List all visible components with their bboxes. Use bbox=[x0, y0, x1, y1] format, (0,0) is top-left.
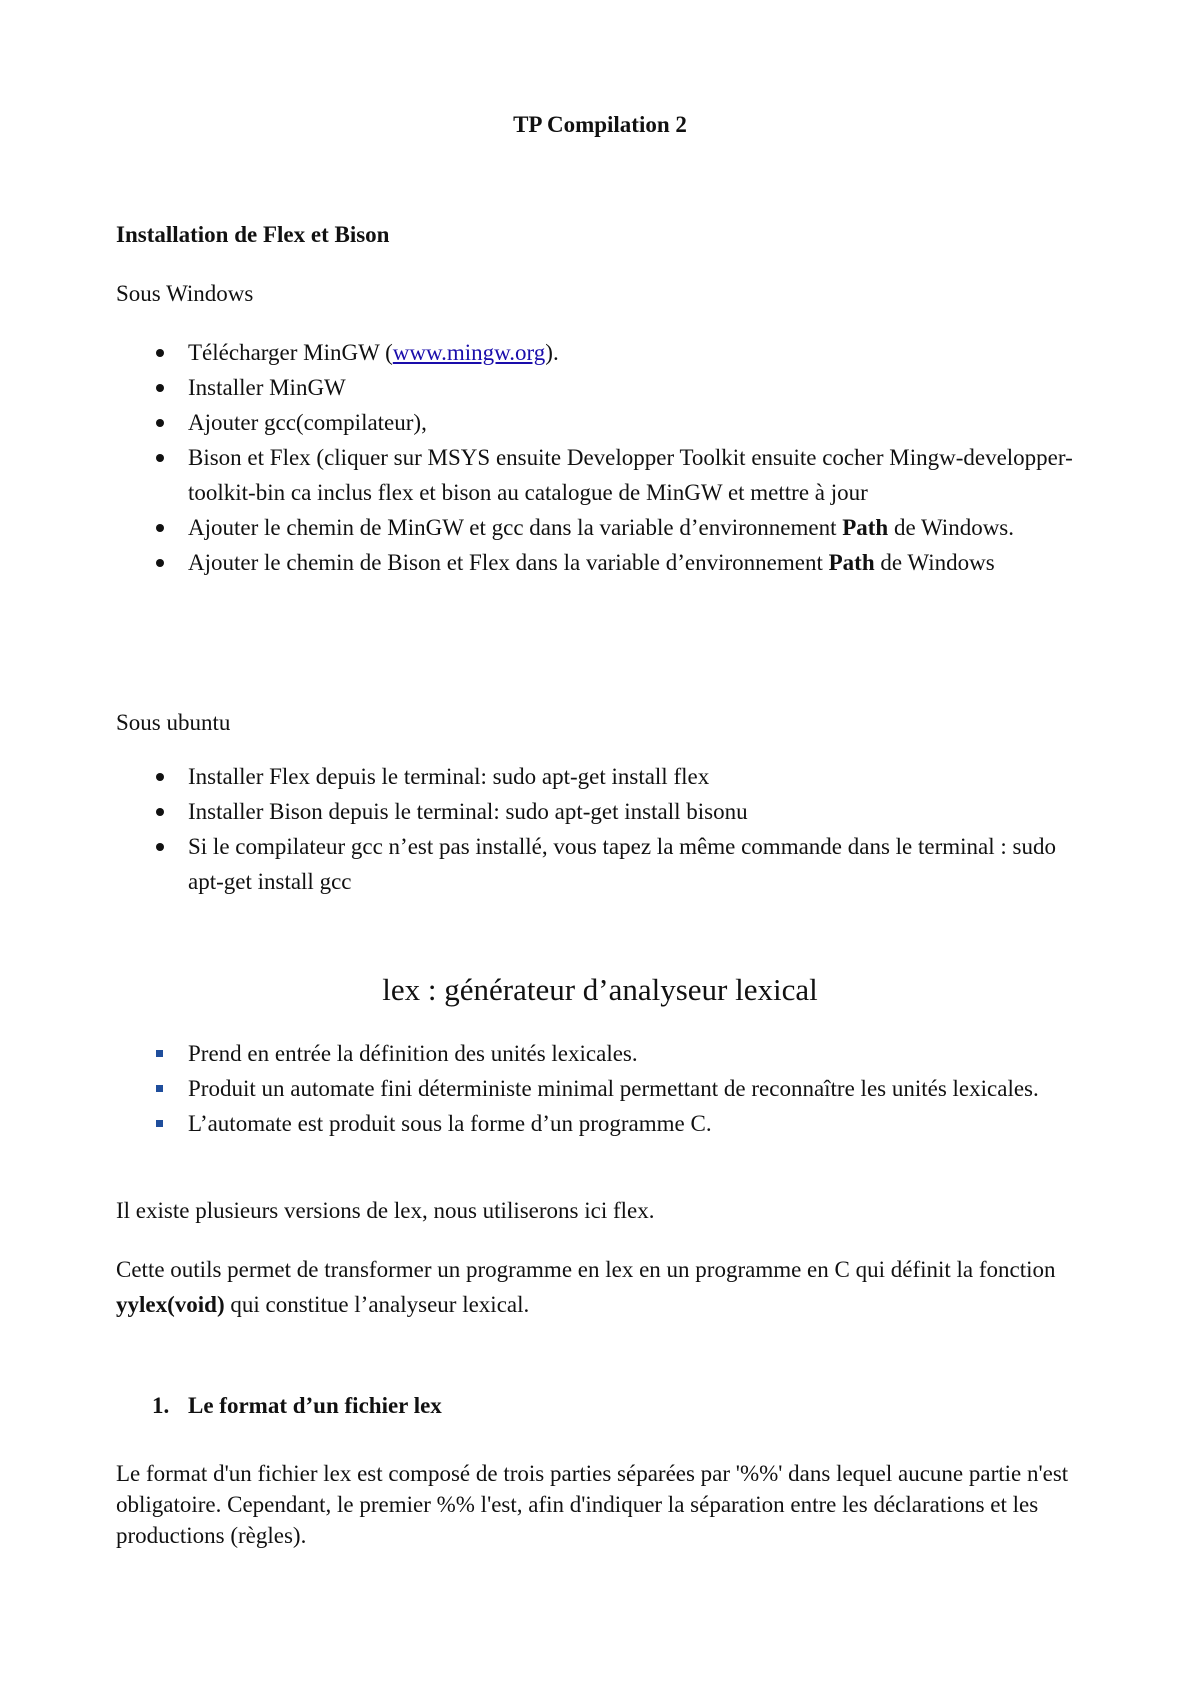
yylex-function: yylex(void) bbox=[116, 1292, 225, 1317]
lex-tool-paragraph: Cette outils permet de transformer un programme en lex en un programme en C qui définit la fonction yylex(void) qui constitue l’analyseur lexical. bbox=[116, 1257, 1056, 1317]
windows-steps-list bbox=[116, 335, 1076, 580]
mingw-link[interactable]: www.mingw.org bbox=[392, 340, 546, 365]
page-title: TP Compilation 2 bbox=[513, 112, 687, 137]
install-heading: Installation de Flex et Bison bbox=[116, 222, 390, 247]
lex-section-heading: lex : générateur d’analyseur lexical bbox=[382, 972, 818, 1007]
windows-label: Sous Windows bbox=[116, 281, 254, 306]
bullet-icon bbox=[156, 524, 164, 532]
square-bullet-icon bbox=[156, 1085, 163, 1092]
list-item: Télécharger MinGW (www.mingw.org). bbox=[116, 335, 1076, 370]
bullet-icon bbox=[156, 454, 164, 462]
bullet-icon bbox=[156, 349, 164, 357]
ubuntu-label: Sous ubuntu bbox=[116, 710, 231, 735]
square-bullet-icon bbox=[156, 1050, 163, 1057]
section-title: Le format d’un fichier lex bbox=[188, 1393, 442, 1418]
list-item: L’automate est produit sous la forme d’un programme C. bbox=[116, 1106, 1076, 1141]
list-item: Installer Flex depuis le terminal: sudo apt-get install flex bbox=[116, 759, 1076, 794]
list-item: Ajouter le chemin de MinGW et gcc dans la variable d’environnement Path de Windows. bbox=[116, 510, 1076, 545]
square-bullet-icon bbox=[156, 1120, 163, 1127]
lex-format-paragraph: Le format d'un fichier lex est composé de trois parties séparées par '%%' dans lequel aucune partie n'est obligatoire. Cependant, le premier %% l'est, afin d'indiquer la séparation entre les déclarations et les productions (règles). bbox=[116, 1461, 1069, 1548]
list-item: Prend en entrée la définition des unités lexicales. bbox=[116, 1036, 1076, 1071]
section-1-heading bbox=[116, 1393, 442, 1419]
list-item: Ajouter le chemin de Bison et Flex dans la variable d’environnement Path de Windows bbox=[116, 545, 1076, 580]
bullet-icon bbox=[156, 843, 164, 851]
bullet-icon bbox=[156, 419, 164, 427]
bullet-icon bbox=[156, 384, 164, 392]
bullet-icon bbox=[156, 773, 164, 781]
list-item: Installer MinGW bbox=[116, 370, 1076, 405]
bullet-icon bbox=[156, 808, 164, 816]
bullet-icon bbox=[156, 559, 164, 567]
lex-versions-paragraph: Il existe plusieurs versions de lex, nous utiliserons ici flex. bbox=[116, 1198, 655, 1223]
lex-features-list bbox=[116, 1036, 1076, 1141]
list-item: Bison et Flex (cliquer sur MSYS ensuite Developper Toolkit ensuite cocher Mingw-developper-toolkit-bin ca inclus flex et bison au catalogue de MinGW et mettre à jour bbox=[116, 440, 1076, 510]
section-number: 1. bbox=[152, 1393, 170, 1418]
list-item: Ajouter gcc(compilateur), bbox=[116, 405, 1076, 440]
list-item: Si le compilateur gcc n’est pas installé, vous tapez la même commande dans le terminal : sudo apt-get install gcc bbox=[116, 829, 1076, 899]
ubuntu-steps-list bbox=[116, 759, 1076, 899]
list-item: Installer Bison depuis le terminal: sudo apt-get install bisonu bbox=[116, 794, 1076, 829]
list-item: Produit un automate fini déterministe minimal permettant de reconnaître les unités lexicales. bbox=[116, 1071, 1076, 1106]
